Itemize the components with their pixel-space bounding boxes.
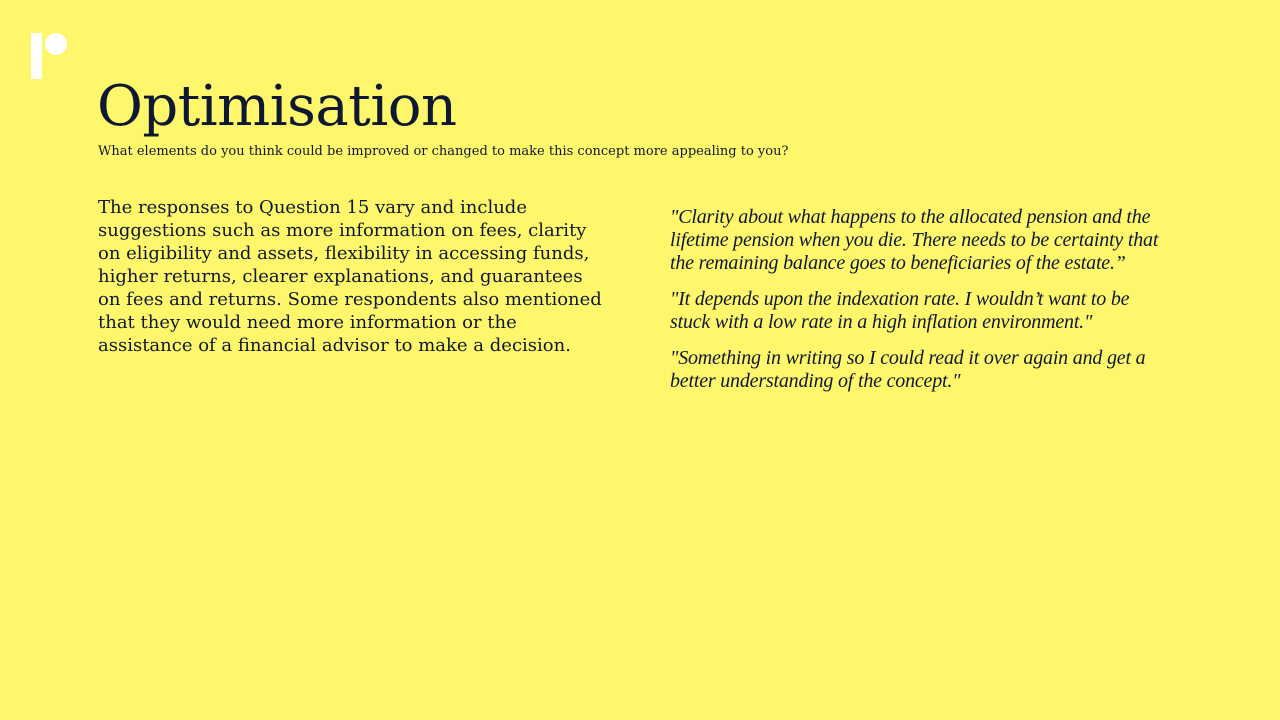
quote-2: "It depends upon the indexation rate. I wouldn’t want to be stuck with a low rate in a high inflation environment." bbox=[670, 288, 1130, 333]
summary-paragraph: The responses to Question 15 vary and include suggestions such as more information on fees, clarity on eligibility and assets, flexibility in accessing funds, higher returns, clearer explanations, and guarantees on fees and returns. Some respondents also mentioned that they would need more information or the assistance of a financial advisor to make a decision. bbox=[98, 197, 602, 356]
logo-dot bbox=[45, 33, 67, 55]
quotes-column bbox=[670, 206, 1170, 406]
page-subtitle: What elements do you think could be improved or changed to make this concept more appealing to you? bbox=[98, 144, 789, 159]
page-title: Optimisation bbox=[97, 74, 457, 139]
quote-3: "Something in writing so I could read it over again and get a better understanding of the concept." bbox=[670, 347, 1146, 392]
brand-logo-icon bbox=[31, 32, 71, 80]
quote-1: "Clarity about what happens to the allocated pension and the lifetime pension when you die. There needs to be certainty that the remaining balance goes to beneficiaries of the estate.” bbox=[670, 206, 1159, 274]
logo-bar bbox=[31, 33, 42, 79]
